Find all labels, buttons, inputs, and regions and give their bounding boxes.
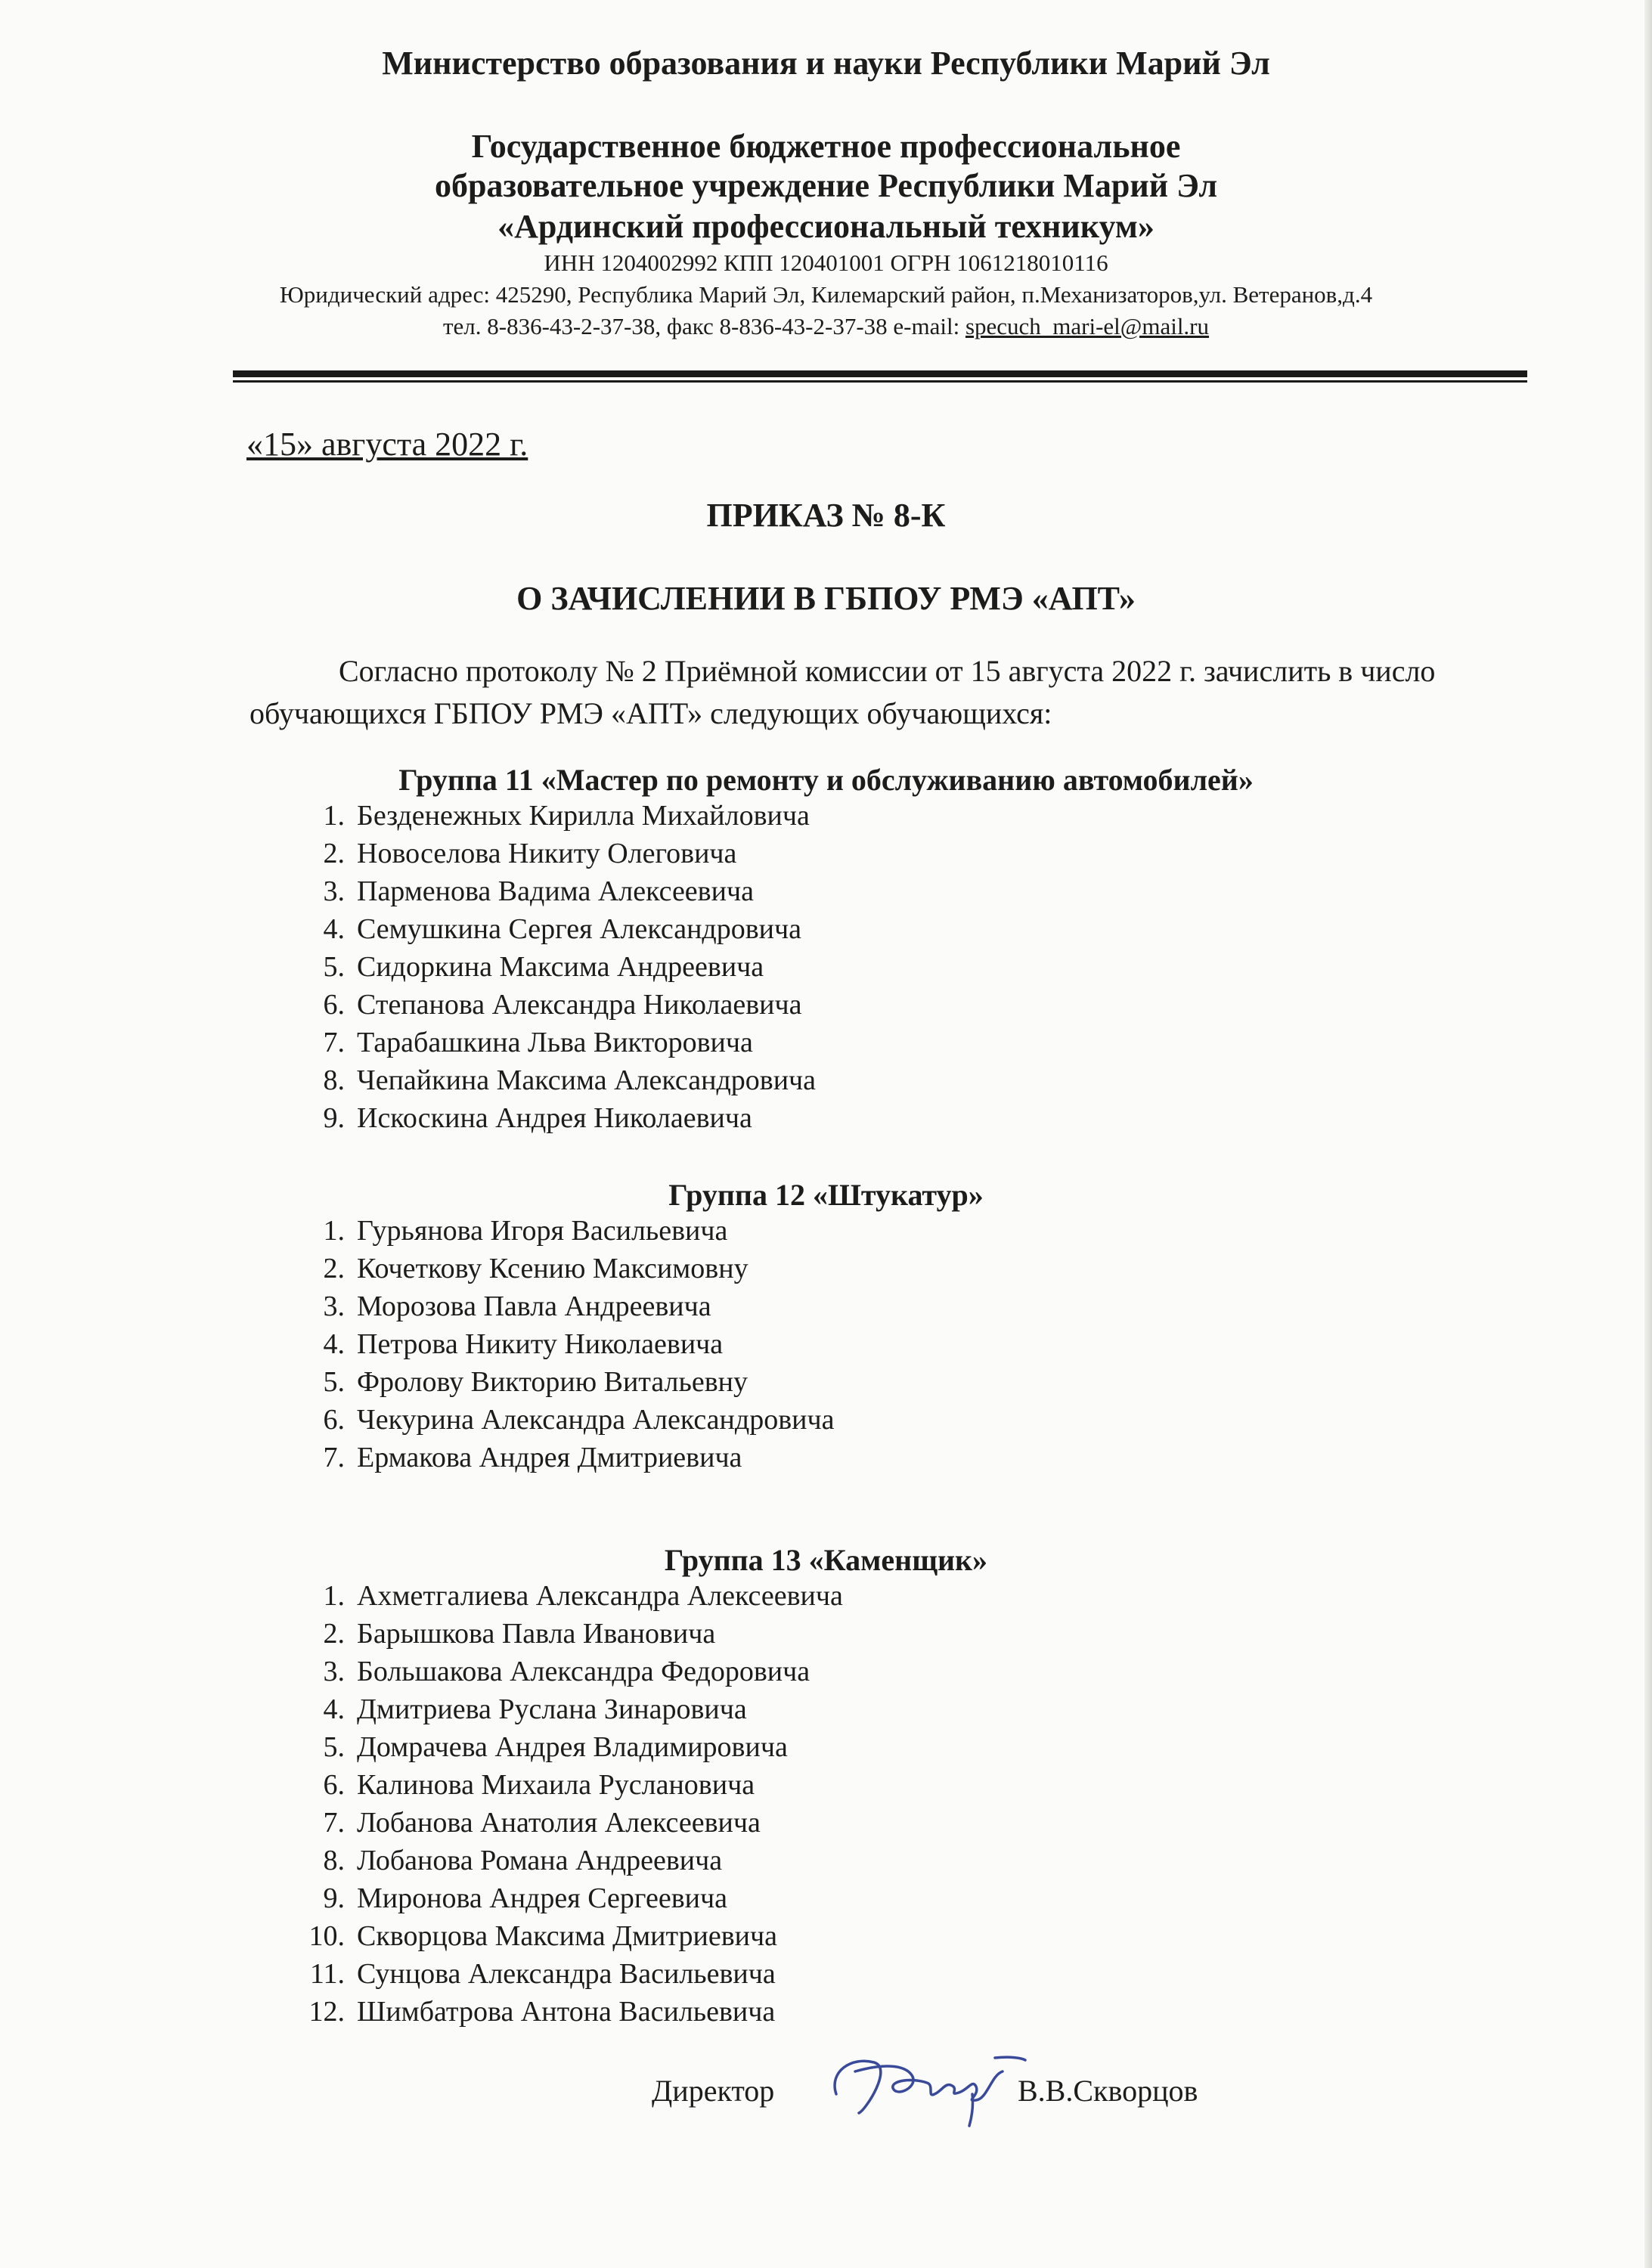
student-name: Лобанова Анатолия Алексеевича xyxy=(357,1807,761,1839)
header-divider-thick xyxy=(233,370,1527,377)
student-name: Дмитриева Руслана Зинаровича xyxy=(357,1693,747,1725)
list-item xyxy=(292,1917,843,1955)
student-name: Степанова Александра Николаевича xyxy=(357,989,802,1021)
signature-image xyxy=(821,2041,1048,2132)
student-name: Семушкина Сергея Александровича xyxy=(357,913,801,945)
list-item xyxy=(292,1804,843,1842)
item-number: 8. xyxy=(323,1845,345,1876)
list-item xyxy=(292,910,816,948)
list-item xyxy=(292,1401,834,1439)
item-number: 7. xyxy=(323,1807,345,1839)
student-list xyxy=(292,1212,834,1476)
order-number: ПРИКАЗ № 8-К xyxy=(706,497,946,534)
list-item xyxy=(292,1653,843,1690)
list-item xyxy=(292,1212,834,1250)
student-name: Миронова Андрея Сергеевича xyxy=(357,1882,727,1914)
list-item xyxy=(292,1363,834,1401)
student-name: Чекурина Александра Александровича xyxy=(357,1404,835,1436)
item-number: 9. xyxy=(323,1102,345,1134)
student-name: Искоскина Андрея Николаевича xyxy=(357,1102,752,1134)
student-name: Гурьянова Игоря Васильевича xyxy=(357,1215,728,1247)
student-name: Лобанова Романа Андреевича xyxy=(357,1845,723,1876)
institution-line-2: образовательное учреждение Республики Марий Эл xyxy=(434,167,1218,204)
phone-fax: тел. 8-836-43-2-37-38, факс 8-836-43-2-37-38 e-mail: xyxy=(442,313,965,339)
student-name: Безденежных Кирилла Михайловича xyxy=(357,800,810,832)
list-item xyxy=(292,872,816,910)
list-item xyxy=(292,1099,816,1137)
item-number: 3. xyxy=(323,1290,345,1322)
item-number: 3. xyxy=(323,1656,345,1687)
director-title: Директор xyxy=(652,2074,775,2108)
list-item xyxy=(292,1287,834,1325)
order-date: «15» августа 2022 г. xyxy=(246,426,528,463)
student-name: Парменова Вадима Алексеевича xyxy=(357,875,754,907)
group-title: Группа 12 «Штукатур» xyxy=(668,1178,984,1212)
student-name: Новоселова Никиту Олеговича xyxy=(357,838,737,869)
header-divider-thin xyxy=(233,380,1527,383)
contacts xyxy=(0,313,1652,340)
item-number: 6. xyxy=(323,1769,345,1801)
student-name: Петрова Никиту Николаевича xyxy=(357,1328,724,1360)
item-number: 12. xyxy=(308,1996,345,2028)
legal-address: Юридический адрес: 425290, Республика Марий Эл, Килемарский район, п.Механизаторов,ул. Ветеранов,д.4 xyxy=(279,281,1373,308)
order-title: О ЗАЧИСЛЕНИИ В ГБПОУ РМЭ «АПТ» xyxy=(516,580,1136,617)
list-item xyxy=(292,1061,816,1099)
student-name: Сидоркина Максима Андреевича xyxy=(357,951,764,983)
item-number: 5. xyxy=(323,1366,345,1398)
item-number: 4. xyxy=(323,913,345,945)
student-list xyxy=(292,1577,843,2031)
item-number: 10. xyxy=(308,1920,345,1952)
list-item xyxy=(292,1690,843,1728)
student-name: Кочеткову Ксению Максимовну xyxy=(357,1253,749,1284)
student-name: Сунцова Александра Васильевича xyxy=(357,1958,776,1990)
list-item xyxy=(292,1879,843,1917)
item-number: 4. xyxy=(323,1328,345,1360)
student-name: Морозова Павла Андреевича xyxy=(357,1290,711,1322)
item-number: 7. xyxy=(323,1442,345,1473)
list-item xyxy=(292,797,816,835)
item-number: 2. xyxy=(323,838,345,869)
list-item xyxy=(292,986,816,1024)
list-item xyxy=(292,1250,834,1287)
list-item xyxy=(292,1325,834,1363)
student-name: Тарабашкина Льва Викторовича xyxy=(357,1027,753,1058)
student-list xyxy=(292,797,816,1137)
list-item xyxy=(292,1766,843,1804)
list-item xyxy=(292,1955,843,1993)
item-number: 3. xyxy=(323,875,345,907)
student-name: Ермакова Андрея Дмитриевича xyxy=(357,1442,742,1473)
email-link[interactable]: specuch_mari-el@mail.ru xyxy=(965,313,1210,339)
item-number: 9. xyxy=(323,1882,345,1914)
item-number: 2. xyxy=(323,1618,345,1650)
student-name: Скворцова Максима Дмитриевича xyxy=(357,1920,777,1952)
item-number: 6. xyxy=(323,989,345,1021)
item-number: 1. xyxy=(323,1215,345,1247)
item-number: 4. xyxy=(323,1693,345,1725)
list-item xyxy=(292,835,816,872)
item-number: 7. xyxy=(323,1027,345,1058)
item-number: 6. xyxy=(323,1404,345,1436)
student-name: Домрачева Андрея Владимировича xyxy=(357,1731,788,1763)
student-name: Чепайкина Максима Александровича xyxy=(357,1064,817,1096)
item-number: 5. xyxy=(323,1731,345,1763)
intro-paragraph: Согласно протоколу № 2 Приёмной комиссии от 15 августа 2022 г. зачислить в число обучающихся ГБПОУ РМЭ «АПТ» следующих обучающихся: xyxy=(250,654,1436,730)
item-number: 1. xyxy=(323,800,345,832)
institution-line-1: Государственное бюджетное профессиональное xyxy=(471,128,1181,165)
group-title: Группа 11 «Мастер по ремонту и обслуживанию автомобилей» xyxy=(398,763,1254,797)
student-name: Ахметгалиева Александра Алексеевича xyxy=(357,1580,843,1612)
student-name: Калинова Михаила Руслановича xyxy=(357,1769,755,1801)
list-item xyxy=(292,1577,843,1615)
student-name: Фролову Викторию Витальевну xyxy=(357,1366,748,1398)
item-number: 5. xyxy=(323,951,345,983)
list-item xyxy=(292,1728,843,1766)
requisites: ИНН 1204002992 КПП 120401001 ОГРН 1061218010116 xyxy=(544,249,1108,276)
director-name: В.В.Скворцов xyxy=(1018,2074,1198,2108)
list-item xyxy=(292,1842,843,1879)
student-name: Барышкова Павла Ивановича xyxy=(357,1618,716,1650)
group-title: Группа 13 «Каменщик» xyxy=(664,1543,988,1577)
item-number: 2. xyxy=(323,1253,345,1284)
list-item xyxy=(292,1615,843,1653)
student-name: Шимбатрова Антона Васильевича xyxy=(357,1996,776,2028)
ministry-name: Министерство образования и науки Республики Марий Эл xyxy=(382,45,1270,82)
item-number: 8. xyxy=(323,1064,345,1096)
list-item xyxy=(292,1993,843,2031)
scan-edge-shadow xyxy=(1644,0,1652,2268)
item-number: 11. xyxy=(309,1958,345,1990)
institution-line-3: «Ардинский профессиональный техникум» xyxy=(497,208,1155,245)
list-item xyxy=(292,1024,816,1061)
list-item xyxy=(292,948,816,986)
student-name: Большакова Александра Федоровича xyxy=(357,1656,811,1687)
list-item xyxy=(292,1439,834,1476)
item-number: 1. xyxy=(323,1580,345,1612)
